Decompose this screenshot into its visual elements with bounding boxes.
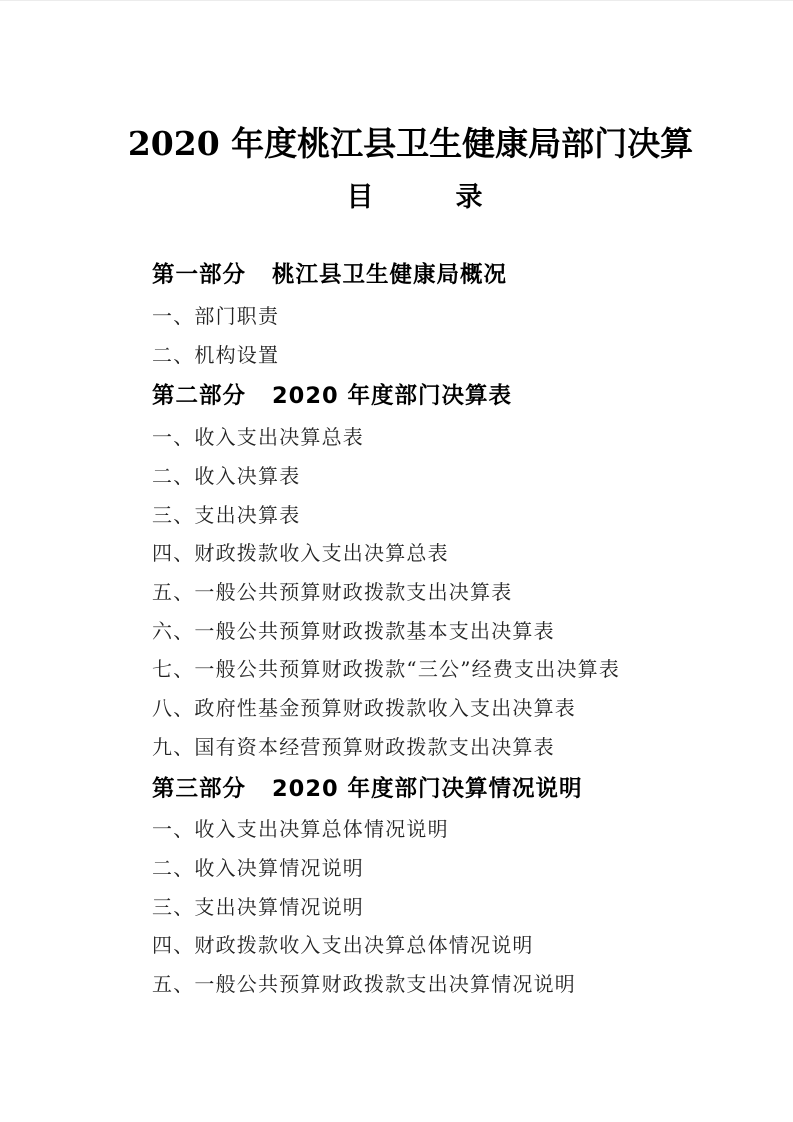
toc-item: 二、机构设置	[152, 342, 280, 367]
toc-section-3-title: 2020 年度部门决算情况说明	[272, 775, 583, 802]
toc-item: 三、支出决算表	[152, 502, 301, 527]
toc-section-1-title: 桃江县卫生健康局概况	[272, 262, 508, 288]
toc-item: 四、财政拨款收入支出决算总表	[152, 541, 449, 566]
toc-item: 二、收入决算表	[152, 463, 301, 488]
toc-list	[152, 251, 733, 1002]
toc-heading-char-first: 目	[346, 182, 374, 213]
toc-item: 一、收入支出决算总体情况说明	[152, 817, 449, 842]
toc-section-1-label: 第一部分	[152, 262, 247, 288]
toc-heading-char-second: 录	[455, 182, 483, 213]
toc-heading	[18, 179, 793, 217]
toc-item: 五、一般公共预算财政拨款支出决算情况说明	[152, 972, 576, 997]
toc-item: 五、一般公共预算财政拨款支出决算表	[152, 579, 513, 604]
toc-section-3-label: 第三部分	[152, 775, 247, 802]
toc-item: 八、政府性基金预算财政拨款收入支出决算表	[152, 696, 576, 721]
toc-section-heading-3	[152, 765, 733, 809]
toc-item: 九、国有资本经营预算财政拨款支出决算表	[152, 734, 555, 759]
toc-item: 四、财政拨款收入支出决算总体情况说明	[152, 933, 534, 958]
toc-section-2-title: 2020 年度部门决算表	[272, 383, 512, 410]
toc-item: 七、一般公共预算财政拨款“三公”经费支出决算表	[152, 657, 621, 682]
toc-section-heading-2	[152, 372, 733, 416]
toc-section-heading-1	[152, 251, 733, 295]
toc-item: 三、支出决算情况说明	[152, 894, 364, 919]
document-title: 2020 年度桃江县卫生健康局部门决算	[127, 124, 694, 163]
toc-item: 六、一般公共预算财政拨款基本支出决算表	[152, 618, 555, 643]
toc-item: 一、收入支出决算总表	[152, 425, 364, 450]
toc-item: 二、收入决算情况说明	[152, 856, 364, 881]
toc-section-2-label: 第二部分	[152, 383, 247, 410]
toc-item: 一、部门职责	[152, 303, 280, 328]
